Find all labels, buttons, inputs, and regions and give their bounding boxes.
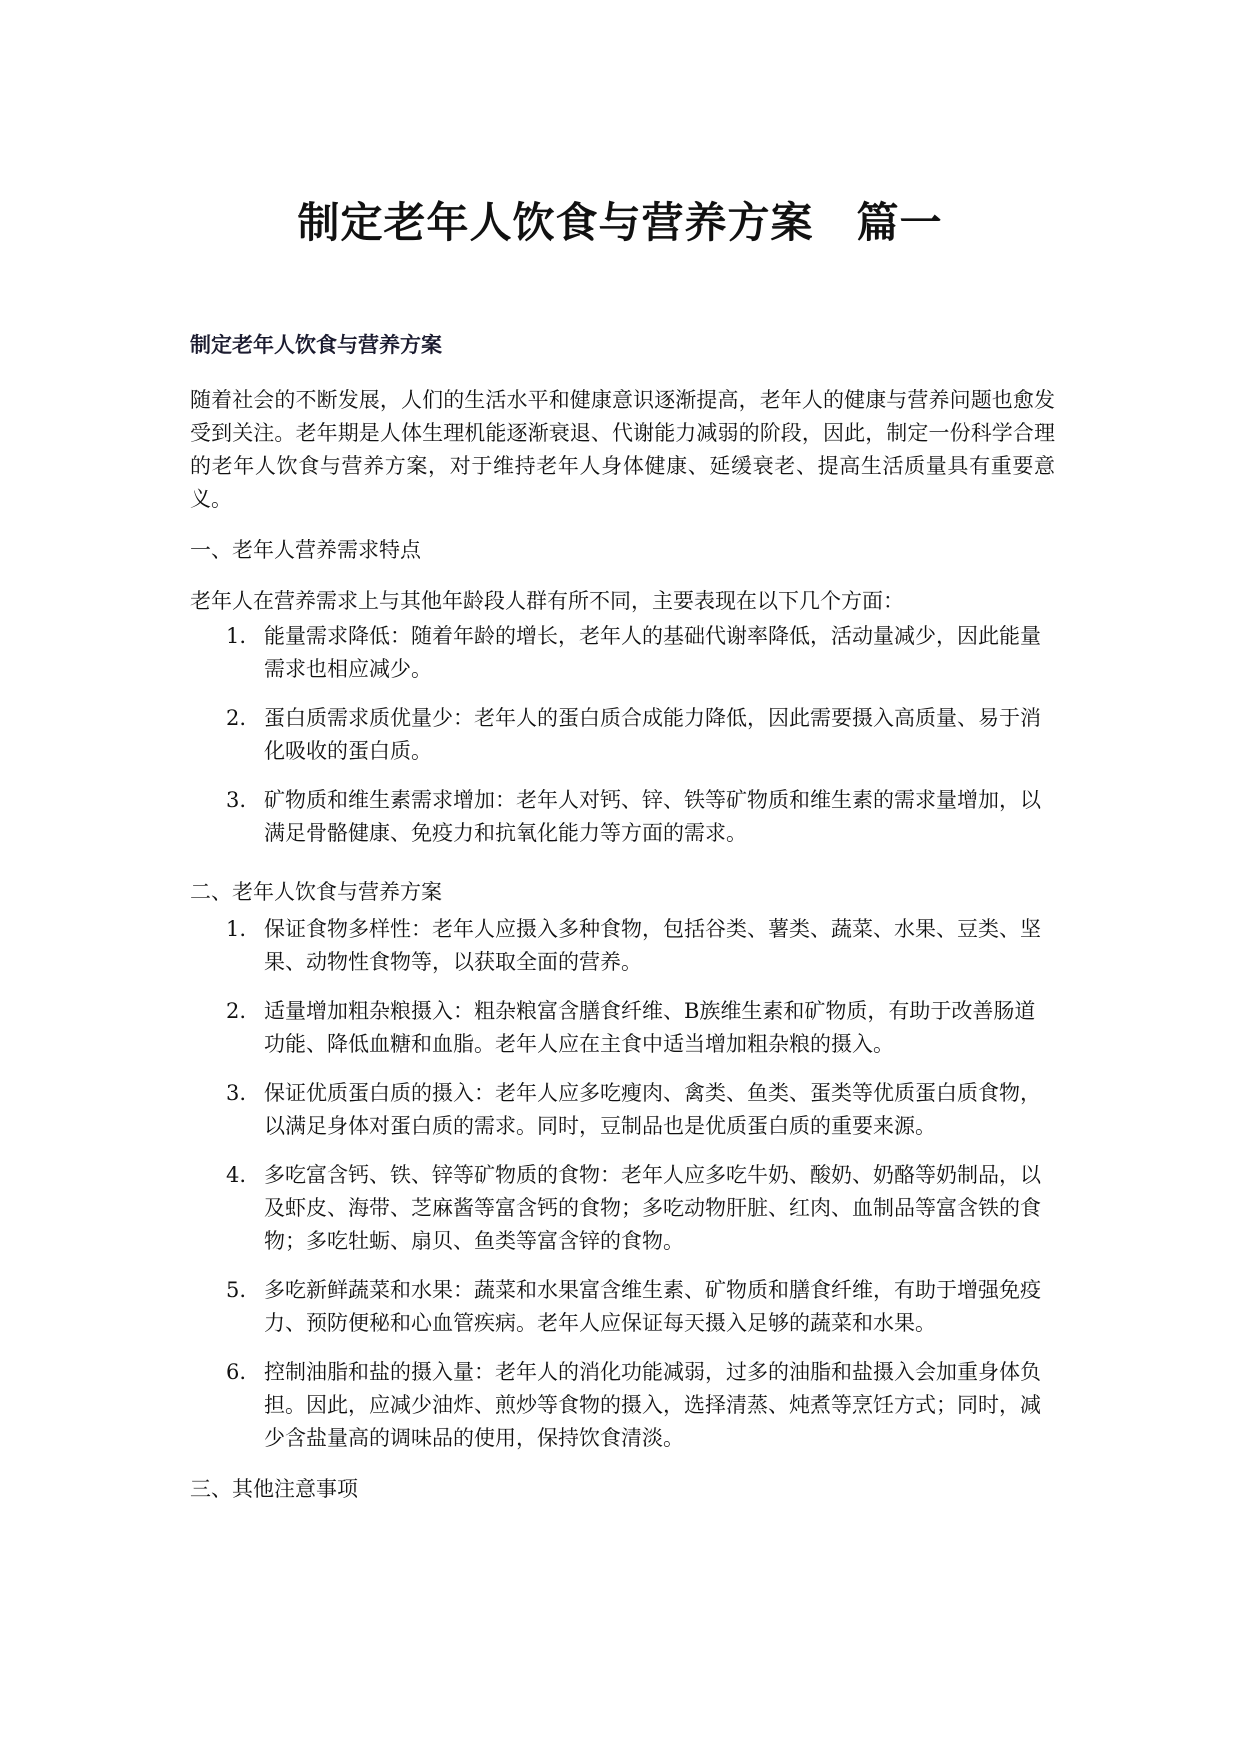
list-item-text: 适量增加粗杂粮摄入：粗杂粮富含膳食纤维、B族维生素和矿物质，有助于改善肠道功能、降低血糖和血脂。老年人应在主食中适当增加粗杂粮的摄入。	[264, 999, 1036, 1056]
section2-list	[190, 913, 1055, 1455]
list-item	[190, 1356, 1055, 1455]
list-item-text: 能量需求降低：随着年龄的增长，老年人的基础代谢率降低，活动量减少，因此能量需求也相应减少。	[264, 624, 1041, 681]
list-item-number: 2.	[226, 999, 247, 1023]
section2-heading: 二、老年人饮食与营养方案	[190, 880, 442, 904]
section1-list	[190, 620, 1055, 850]
list-item-number: 2.	[226, 706, 247, 730]
list-item-text: 多吃富含钙、铁、锌等矿物质的食物：老年人应多吃牛奶、酸奶、奶酪等奶制品，以及虾皮、海带、芝麻酱等富含钙的食物；多吃动物肝脏、红肉、血制品等富含铁的食物；多吃牡蛎、扇贝、鱼类等富含锌的食物。	[264, 1163, 1041, 1253]
section1-intro: 老年人在营养需求上与其他年龄段人群有所不同，主要表现在以下几个方面：	[190, 589, 904, 613]
list-item	[190, 702, 1055, 768]
document-title: 制定老年人饮食与营养方案 篇一	[297, 198, 943, 247]
list-item-text: 多吃新鲜蔬菜和水果：蔬菜和水果富含维生素、矿物质和膳食纤维，有助于增强免疫力、预防便秘和心血管疾病。老年人应保证每天摄入足够的蔬菜和水果。	[264, 1278, 1041, 1335]
list-item	[190, 620, 1055, 686]
list-item	[190, 995, 1055, 1061]
list-item-text: 蛋白质需求质优量少：老年人的蛋白质合成能力降低，因此需要摄入高质量、易于消化吸收的蛋白质。	[264, 706, 1041, 763]
section3-heading: 三、其他注意事项	[190, 1477, 358, 1501]
list-item-text: 矿物质和维生素需求增加：老年人对钙、锌、铁等矿物质和维生素的需求量增加，以满足骨骼健康、免疫力和抗氧化能力等方面的需求。	[264, 788, 1041, 845]
list-item-text: 控制油脂和盐的摄入量：老年人的消化功能减弱，过多的油脂和盐摄入会加重身体负担。因此，应减少油炸、煎炒等食物的摄入，选择清蒸、炖煮等烹饪方式；同时，减少含盐量高的调味品的使用，保持饮食清淡。	[264, 1360, 1041, 1450]
list-item-text: 保证优质蛋白质的摄入：老年人应多吃瘦肉、禽类、鱼类、蛋类等优质蛋白质食物，以满足身体对蛋白质的需求。同时，豆制品也是优质蛋白质的重要来源。	[264, 1081, 1041, 1138]
list-item	[190, 1159, 1055, 1258]
list-item-number: 1.	[226, 917, 247, 941]
list-item-number: 6.	[226, 1360, 247, 1384]
list-item-number: 3.	[226, 788, 247, 812]
list-item	[190, 1274, 1055, 1340]
list-item	[190, 913, 1055, 979]
document-body	[190, 328, 1055, 1524]
list-item	[190, 784, 1055, 850]
list-item-number: 5.	[226, 1278, 247, 1302]
section1-heading: 一、老年人营养需求特点	[190, 538, 421, 562]
intro-paragraph: 随着社会的不断发展，人们的生活水平和健康意识逐渐提高，老年人的健康与营养问题也愈发受到关注。老年期是人体生理机能逐渐衰退、代谢能力减弱的阶段，因此，制定一份科学合理的老年人饮食与营养方案，对于维持老年人身体健康、延缓衰老、提高生活质量具有重要意义。	[190, 388, 1055, 511]
list-item	[190, 1077, 1055, 1143]
list-item-number: 1.	[226, 624, 247, 648]
document-subtitle: 制定老年人饮食与营养方案	[190, 333, 442, 357]
list-item-number: 4.	[226, 1163, 247, 1187]
list-item-text: 保证食物多样性：老年人应摄入多种食物，包括谷类、薯类、蔬菜、水果、豆类、坚果、动物性食物等，以获取全面的营养。	[264, 917, 1041, 974]
list-item-number: 3.	[226, 1081, 247, 1105]
